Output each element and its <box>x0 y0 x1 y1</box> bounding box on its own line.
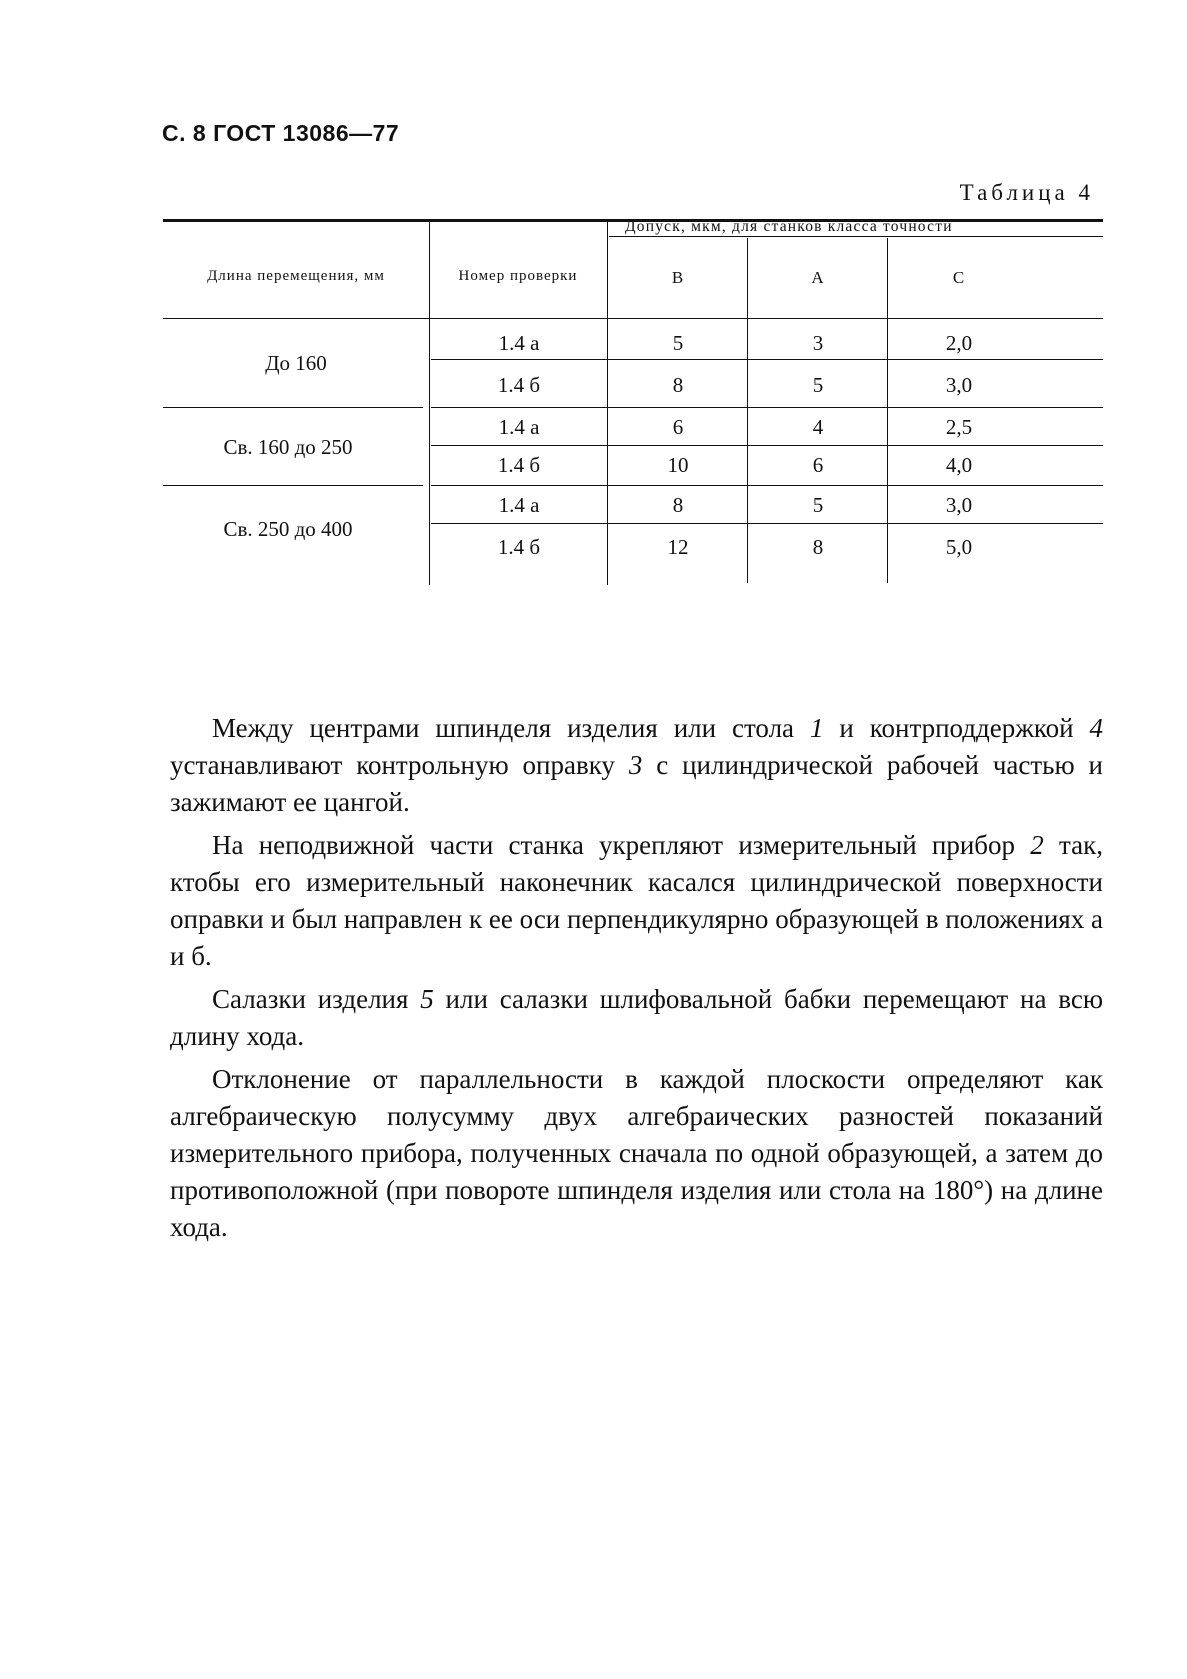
value-cell: 6 <box>672 414 684 439</box>
length-cell: До 160 <box>265 350 327 375</box>
value-cell: 4,0 <box>945 452 973 477</box>
tolerance-table <box>163 219 1103 629</box>
length-cell: Св. 250 до 400 <box>223 516 353 541</box>
row-rule <box>431 407 1103 408</box>
value-cell: 5 <box>812 492 824 517</box>
text-run: или салазки шлифовальной бабки перемещают на всю длину хода. <box>170 984 1103 1051</box>
col-tolerance-header: Допуск, мкм, для станков класса точности <box>625 218 953 236</box>
value-cell: 6 <box>812 452 824 477</box>
group-rule <box>163 407 423 408</box>
check-cell: 1.4 б <box>497 534 541 559</box>
value-cell: 8 <box>672 492 684 517</box>
value-cell: 8 <box>812 534 824 559</box>
class-header-a: А <box>811 268 825 288</box>
value-cell: 8 <box>672 372 684 397</box>
paragraph <box>170 827 1103 975</box>
paragraph <box>170 1061 1103 1246</box>
class-header-b: В <box>671 268 685 288</box>
page-header: С. 8 ГОСТ 13086—77 <box>162 120 400 146</box>
check-cell: 1.4 б <box>497 372 541 397</box>
col-length-header: Длина перемещения, мм <box>207 268 385 285</box>
reference-number: 3 <box>628 750 643 780</box>
value-cell: 2,5 <box>945 414 973 439</box>
table-caption: Таблица 4 <box>959 180 1094 205</box>
value-cell: 5,0 <box>945 534 973 559</box>
text-run: Отклонение от параллельности в каждой плоскости определяют как алгебраическую полусумму двух алгебраических разностей показаний измерительного прибора, полученных сначала по одной образующей, а затем до противоположной (при повороте шпинделя изделия или стола на 180°) на длине хода. <box>170 1064 1103 1242</box>
col-rule <box>887 238 888 583</box>
row-rule <box>431 445 1103 446</box>
col-check-header: Номер проверки <box>458 268 578 285</box>
value-cell: 3,0 <box>945 372 973 397</box>
col-rule <box>429 219 430 585</box>
text-run: На неподвижной части станка укрепляют измерительный прибор <box>212 830 1031 860</box>
col-rule <box>607 219 608 585</box>
header-bottom-rule <box>163 318 1103 319</box>
value-cell: 4 <box>812 414 824 439</box>
body-text <box>170 710 1103 1252</box>
value-cell: 3 <box>812 330 824 355</box>
reference-number: 2 <box>1030 830 1044 860</box>
row-rule <box>431 523 1103 524</box>
value-cell: 10 <box>667 452 689 477</box>
paragraph <box>170 710 1103 821</box>
length-cell: Св. 160 до 250 <box>223 434 353 459</box>
check-cell: 1.4 а <box>498 492 540 517</box>
value-cell: 2,0 <box>945 330 973 355</box>
group-rule <box>163 485 423 486</box>
value-cell: 5 <box>812 372 824 397</box>
text-run: так, ктобы его измерительный наконечник касался цилиндрической поверхности оправки и был направлен к ее оси перпендикулярно образующей в положениях а и б. <box>170 830 1103 971</box>
text-run: и контрподдержкой <box>823 713 1090 743</box>
reference-number: 4 <box>1089 713 1103 743</box>
value-cell: 5 <box>672 330 684 355</box>
value-cell: 12 <box>667 534 689 559</box>
paragraph <box>170 981 1103 1055</box>
text-run: Между центрами шпинделя изделия или стола <box>212 713 810 743</box>
reference-number: 1 <box>809 713 824 743</box>
col-rule <box>747 238 748 583</box>
reference-number: 5 <box>420 984 434 1014</box>
check-cell: 1.4 а <box>498 330 540 355</box>
text-run: устанавливают контрольную оправку <box>170 750 629 780</box>
class-header-c: С <box>952 268 966 288</box>
check-cell: 1.4 а <box>498 414 540 439</box>
value-cell: 3,0 <box>945 492 973 517</box>
row-rule <box>431 485 1103 486</box>
text-run: Салазки изделия <box>212 984 421 1014</box>
text-run: с цилиндрической рабочей частью и зажимают ее цангой. <box>170 750 1103 817</box>
tolerance-header-rule <box>609 236 1103 237</box>
check-cell: 1.4 б <box>497 452 541 477</box>
row-rule <box>431 359 1103 360</box>
